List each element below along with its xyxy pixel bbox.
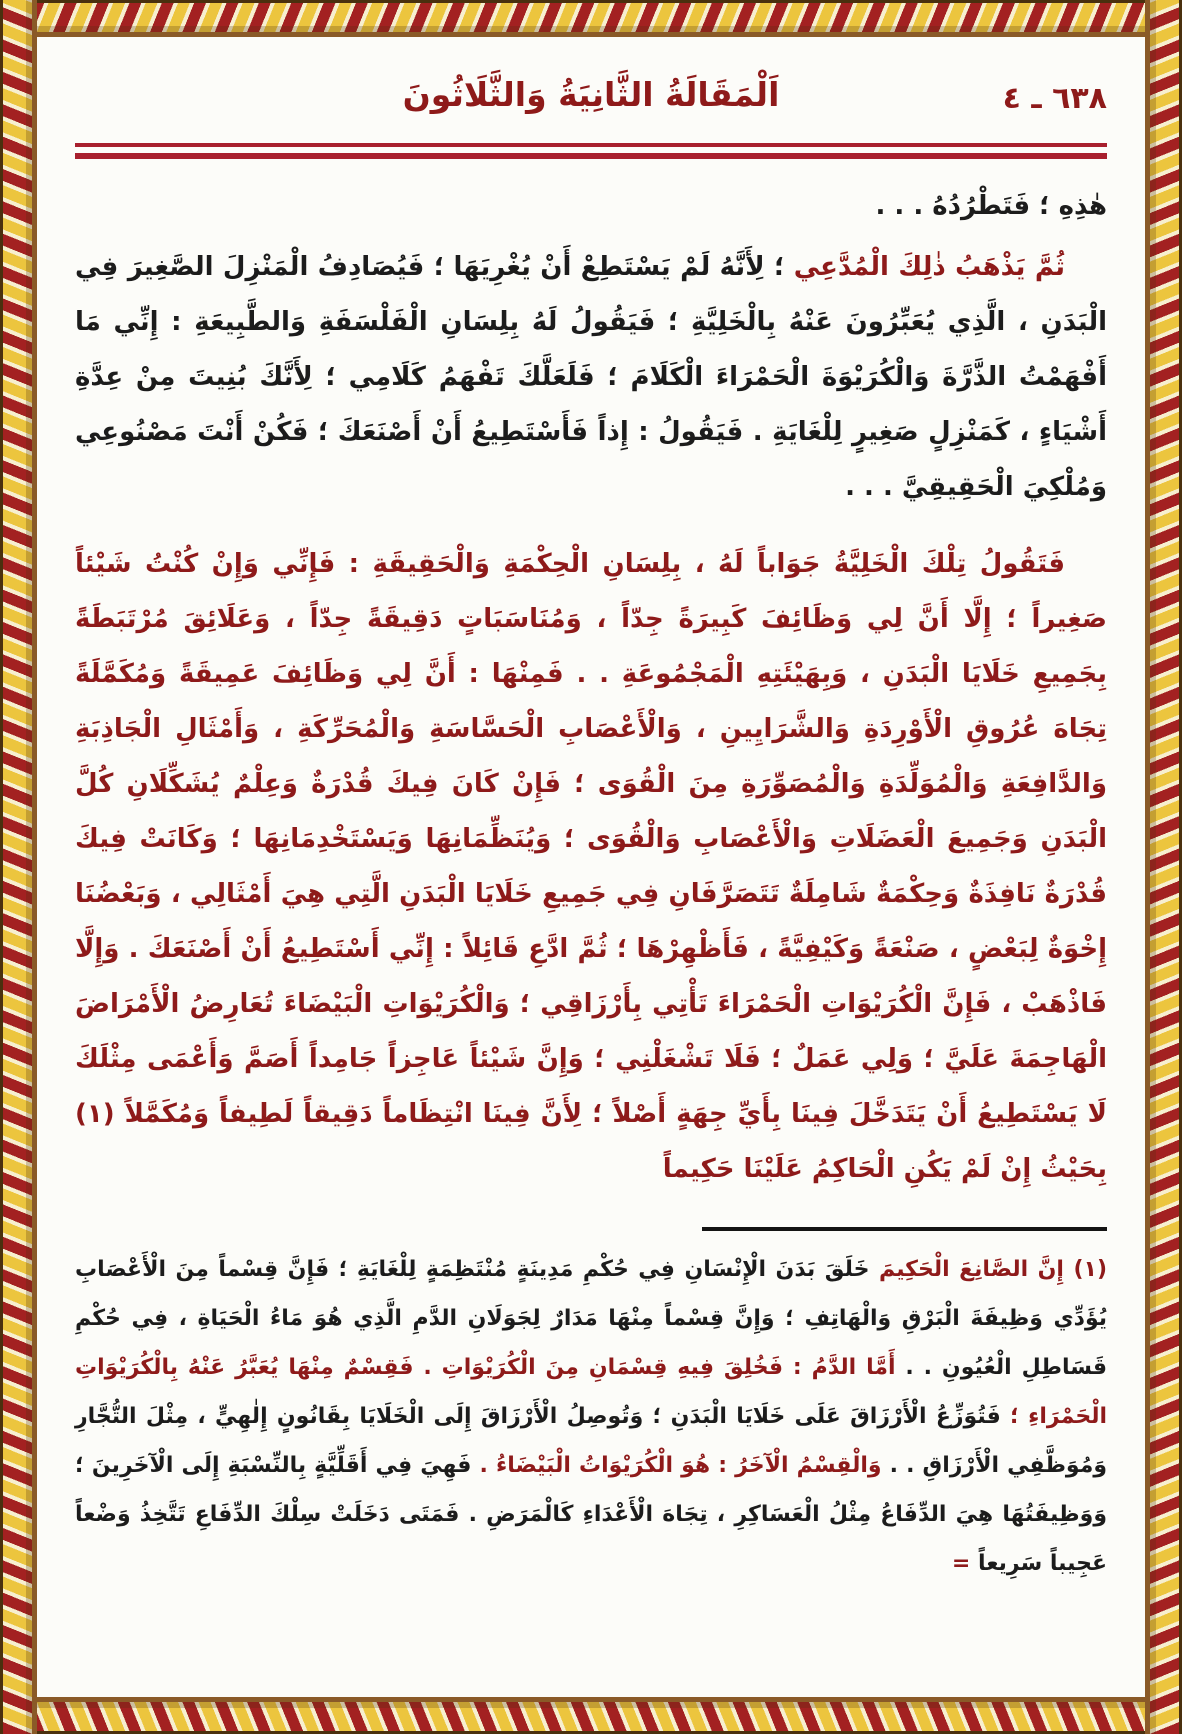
body-text-segment: هٰذِهِ ؛ فَتَطْرُدُهُ . . .	[875, 191, 1107, 221]
page-number: ٦٣٨ ـ ٤	[1002, 81, 1107, 116]
decorative-border-top	[0, 0, 1182, 37]
body-text-segment: ؛ لِأَنَّهُ لَمْ يَسْتَطِعْ أَنْ يُغْرِيَهَا ؛ فَيُصَادِفُ الْمَنْزِلَ الصَّغِيرَ فِي الْبَدَنِ ، الَّذِي يُعَبِّرُونَ عَنْهُ بِالْخَلِيَّةِ ؛ فَيَقُولُ لَهُ بِلِسَانِ الْفَلْسَفَةِ وَالطَّبِيعَةِ : إِنِّي مَا أَفْهَمْتُ الذَّرَّةَ وَالْكُرَيْوَةَ الْحَمْرَاءَ الْكَلَامَ ؛ فَلَعَلَّكَ تَفْهَمُ كَلَامِي ؛ لِأَنَّكَ بُنِيتَ مِنْ عِدَّةِ أَشْيَاءٍ ، كَمَنْزِلٍ صَغِيرٍ لِلْغَايَةِ . فَيَقُولُ : إِذاً فَأَسْتَطِيعُ أَنْ أَصْنَعَكَ ؛ فَكُنْ أَنْتَ مَصْنُوعِي وَمُلْكِيَ الْحَقِيقِيَّ . . .	[75, 252, 1107, 502]
header-rule	[75, 143, 1107, 159]
body-text-segment-red: ثُمَّ يَذْهَبُ ذٰلِكَ الْمُدَّعِي	[784, 252, 1065, 282]
body-text-segment-red: فَتَقُولُ تِلْكَ الْخَلِيَّةُ جَوَاباً لَهُ ، بِلِسَانِ الْحِكْمَةِ وَالْحَقِيقَةِ : فَإِنِّي وَإِنْ كُنْتُ شَيْئاً صَغِيراً ؛ إِلَّا أَنَّ لِي وَظَائِفَ كَبِيرَةً جِدّاً ، وَمُنَاسَبَاتٍ دَقِيقَةً جِدّاً ، وَعَلَائِقَ مُرْتَبَطَةً بِجَمِيعِ خَلَايَا الْبَدَنِ ، وَبِهَيْئَتِهِ الْمَجْمُوعَةِ . . فَمِنْهَا : أَنَّ لِي وَظَائِفَ عَمِيقَةً وَمُكَمَّلَةً تِجَاهَ عُرُوقِ الْأَوْرِدَةِ وَالشَّرَايِينِ ، وَالْأَعْصَابِ الْحَسَّاسَةِ وَالْمُحَرِّكَةِ ، وَأَمْثَالِ الْجَاذِبَةِ وَالدَّافِعَةِ وَالْمُوَلِّدَةِ وَالْمُصَوِّرَةِ مِنَ الْقُوَى ؛ فَإِنْ كَانَ فِيكَ قُدْرَةٌ وَعِلْمٌ يُشَكِّلَانِ كُلَّ الْبَدَنِ وَجَمِيعَ الْعَضَلَاتِ وَالْأَعْصَابِ وَالْقُوَى ؛ وَيُنَظِّمَانِهَا وَيَسْتَخْدِمَانِهَا ؛ وَكَانَتْ فِيكَ قُدْرَةٌ نَافِذَةٌ وَحِكْمَةٌ شَامِلَةٌ تَتَصَرَّفَانِ فِي جَمِيعِ خَلَايَا الْبَدَنِ الَّتِي هِيَ أَمْثَالِي ، وَبَعْضُنَا إِخْوَةٌ لِبَعْضٍ ، صَنْعَةً وَكَيْفِيَّةً ، فَأَظْهِرْهَا ؛ ثُمَّ ادَّعِ قَائِلاً : إِنِّي أَسْتَطِيعُ أَنْ أَصْنَعَكَ . وَإِلَّا فَاذْهَبْ ، فَإِنَّ الْكُرَيْوَاتِ الْحَمْرَاءَ تَأْتِي بِأَرْزَاقِي ؛ وَالْكُرَيْوَاتِ الْبَيْضَاءَ تُعَارِضُ الْأَمْرَاضَ الْهَاجِمَةَ عَلَيَّ ؛ وَلِي عَمَلٌ ؛ فَلَا تَشْغَلْنِي ؛ وَإِنَّ شَيْئاً عَاجِزاً جَامِداً أَصَمَّ وَأَعْمَى مِثْلَكَ لَا يَسْتَطِيعُ أَنْ يَتَدَخَّلَ فِينَا بِأَيِّ جِهَةٍ أَصْلاً ؛ لِأَنَّ فِينَا انْتِظَاماً دَقِيقاً لَطِيفاً وَمُكَمَّلاً (١) بِحَيْثُ إِنْ لَمْ يَكُنِ الْحَاكِمُ عَلَيْنَا حَكِيماً	[75, 549, 1107, 1184]
footnote-continuation-mark: =	[951, 1551, 971, 1576]
page-header	[75, 75, 1107, 133]
footnote-segment-red: أَمَّا الدَّمُ : فَخُلِقَ فِيهِ قِسْمَانِ مِنَ الْكُرَيْوَاتِ . فَقِسْمٌ مِنْهَا يُعَبَّرُ عَنْهُ بِالْكُرَيْوَاتِ الْحَمْرَاءِ ؛	[75, 1355, 1108, 1429]
decorative-border-bottom	[0, 1697, 1182, 1734]
decorative-border-left	[0, 0, 37, 1734]
paragraph-claimant	[75, 240, 1107, 515]
footnote-marker: (١) إِنَّ الصَّانِعَ الْحَكِيمَ	[869, 1257, 1107, 1282]
paragraph-opening	[75, 179, 1107, 234]
footnote-text	[75, 1245, 1107, 1588]
decorative-border-right	[1145, 0, 1182, 1734]
footnote-separator	[702, 1227, 1107, 1231]
page-content	[37, 37, 1145, 1697]
footnote-segment-red: وَالْقِسْمُ الْآخَرُ : هُوَ الْكُرَيْوَاتُ الْبَيْضَاءُ .	[471, 1453, 882, 1478]
page-title: اَلْمَقَالَةُ الثَّانِيَةُ وَالثَّلَاثُونَ	[402, 75, 780, 114]
footnote-segment: خَلَقَ بَدَنَ الْإِنْسَانِ فِي حُكْمِ مَدِينَةٍ مُنْتَظِمَةٍ لِلْغَايَةِ ؛ فَإِنَّ قِسْماً مِنَ الْأَعْصَابِ يُؤَدِّي وَظِيفَةَ الْبَرْقِ وَالْهَاتِفِ ؛ وَإِنَّ قِسْماً مِنْهَا مَدَارٌ لِجَوَلَانِ الدَّمِ الَّذِي هُوَ مَاءُ الْحَيَاةِ ، فِي حُكْمِ قَسَاطِلِ الْعُيُونِ . .	[75, 1257, 1107, 1380]
body-text	[75, 179, 1107, 1197]
paragraph-cell-reply	[75, 537, 1107, 1197]
footnote-segment: فَتُوَزِّعُ الْأَرْزَاقَ عَلَى خَلَايَا الْبَدَنِ ؛ وَتُوصِلُ الْأَرْزَاقَ إِلَى الْخَلَايَا بِقَانُونٍ إِلٰهِيٍّ ، مِثْلَ التُّجَّارِ وَمُوَظَّفِي الْأَرْزَاقِ . .	[75, 1404, 1108, 1478]
footnote-segment: فَهِيَ فِي أَقَلِّيَّةٍ بِالنِّسْبَةِ إِلَى الْآخَرِينَ ؛ وَوَظِيفَتُهَا هِيَ الدِّفَاعُ مِثْلُ الْعَسَاكِرِ ، تِجَاهَ الْأَعْدَاءِ كَالْمَرَضِ . فَمَتَى دَخَلَتْ سِلْكَ الدِّفَاعِ تَتَّخِذُ وَضْعاً عَجِيباً سَرِيعاً	[75, 1453, 1107, 1576]
